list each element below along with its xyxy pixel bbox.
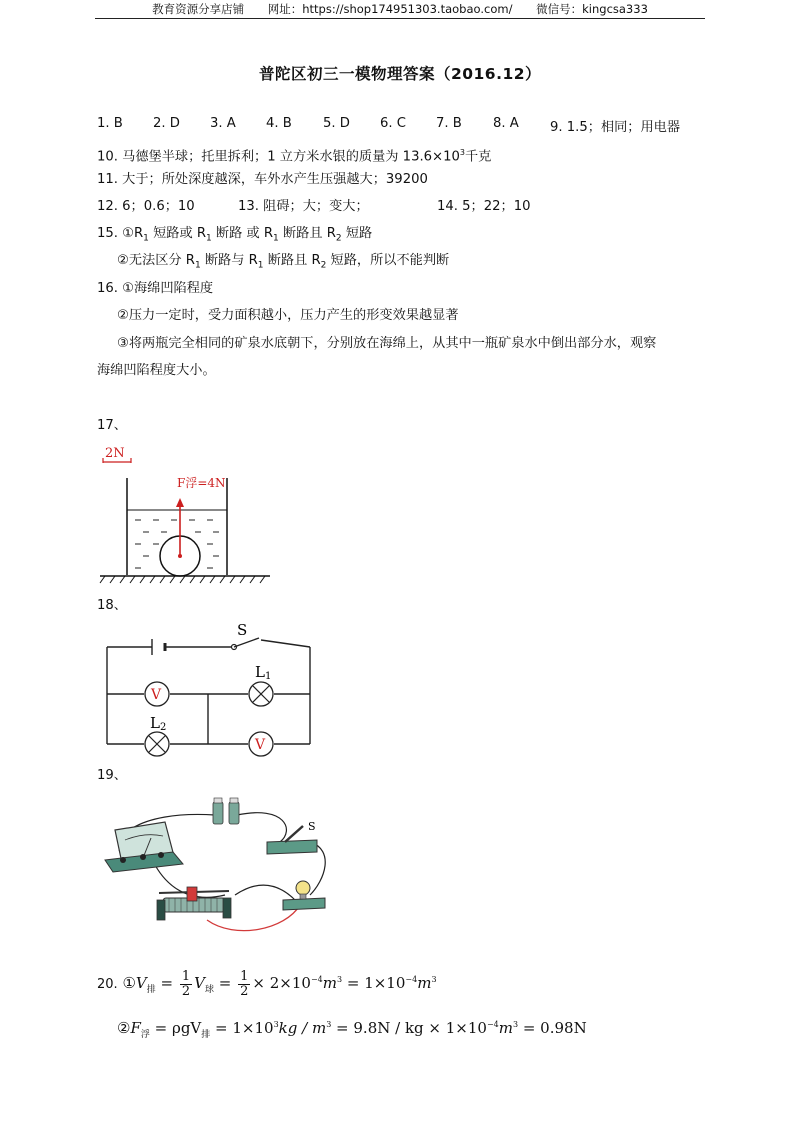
answer-16-part2: ②压力一定时，受力面积越小，压力产生的形变效果越显著 (117, 308, 459, 323)
switch-base (267, 840, 317, 854)
answer-12: 12. 6；0.6；10 (97, 199, 195, 214)
mc-answer: 6. C (380, 116, 406, 131)
force-scale-label: 2N (105, 446, 125, 461)
answer-20-part1: 20. $①V_排$ = $\frac{1}{2}$ $V_球$ = $\frac{1}{2}$ × $2\times 10^{-4}m^3 = 1\times 10^{-4}m^3$ (97, 968, 437, 999)
answer-11: 11. 大于；所处深度越深，车外水产生压强越大；39200 (97, 172, 428, 187)
answer-17-label: 17、 (97, 418, 127, 433)
circuit-wires (107, 640, 310, 744)
shop-name: 教育资源分享店铺 (152, 2, 245, 16)
physical-circuit-diagram (95, 790, 335, 940)
svg-text:V: V (255, 737, 266, 753)
answer-16-part3-cont: 海绵凹陷程度大小。 (97, 363, 216, 378)
wechat-id: 微信号：kingcsa333 (536, 2, 648, 16)
mc-answer: 2. D (153, 116, 180, 131)
lamp-l1-label: L1 (255, 663, 272, 682)
answer-13: 13. 阻碍；大；变大； (238, 199, 369, 214)
meter-terminal (158, 852, 164, 858)
answer-10: 10. 马德堡半球；托里拆利；1 立方米水银的质量为 $13.6\times 10^3$千克 (97, 148, 492, 165)
answer-15-part1: 15. $①R_1$ 短路或 $R_1$ 断路 或 $R_1$ 断路且 $R_2$ 短路 (97, 226, 373, 244)
page-title: 普陀区初三一模物理答案（2016.12） (258, 65, 542, 83)
wire (235, 885, 295, 900)
answer-16-part3: ③将两瓶完全相同的矿泉水底朝下，分别放在海绵上，从其中一瓶矿泉水中倒出部分水，观察 (117, 336, 657, 351)
meter-terminal (120, 857, 126, 863)
circuit-diagram (95, 617, 345, 757)
answer-16-part1: 16. ①海绵凹陷程度 (97, 281, 214, 296)
switch-label: S (237, 621, 248, 639)
mc-answer: 5. D (323, 116, 350, 131)
answer-18-label: 18、 (97, 598, 127, 613)
shop-url[interactable]: 网址：https://shop174951303.taobao.com/ (267, 2, 513, 16)
bulb-base (283, 898, 325, 910)
buoyancy-diagram (95, 440, 280, 590)
answer-9: 9. 1.5；相同；用电器 (550, 120, 681, 135)
battery-cell (229, 802, 239, 824)
answer-15-part2: ②无法区分 $R_1$ 断路与 $R_1$ 断路且 $R_2$ 短路，所以不能判断 (117, 253, 450, 271)
answer-14: 14. 5；22；10 (437, 199, 531, 214)
switch-lever (234, 638, 259, 647)
rheostat-slider (187, 887, 197, 901)
meter-terminal (140, 854, 146, 860)
switch-lever (285, 826, 303, 842)
svg-text:V: V (151, 687, 162, 703)
mc-answer: 3. A (210, 116, 236, 131)
lamp-l2-label: L2 (150, 714, 167, 733)
light-bulb (296, 881, 310, 895)
switch-label: S (308, 820, 316, 833)
answer-19-label: 19、 (97, 768, 127, 783)
mc-answer: 7. B (436, 116, 462, 131)
mc-answer: 8. A (493, 116, 519, 131)
mc-answer: 4. B (266, 116, 292, 131)
force-label: F浮=4N (177, 476, 226, 490)
answer-20-part2: $②F_浮 = \rho gV_排 = 1\times 10^3kg / m^3 = 9.8N$ / kg × $1\times 10^{-4}m^3 = 0.98N$ (117, 1019, 587, 1040)
ground-hatching (100, 576, 265, 583)
battery-cell (213, 802, 223, 824)
page-header (95, 2, 705, 19)
mc-answer: 1. B (97, 116, 123, 131)
